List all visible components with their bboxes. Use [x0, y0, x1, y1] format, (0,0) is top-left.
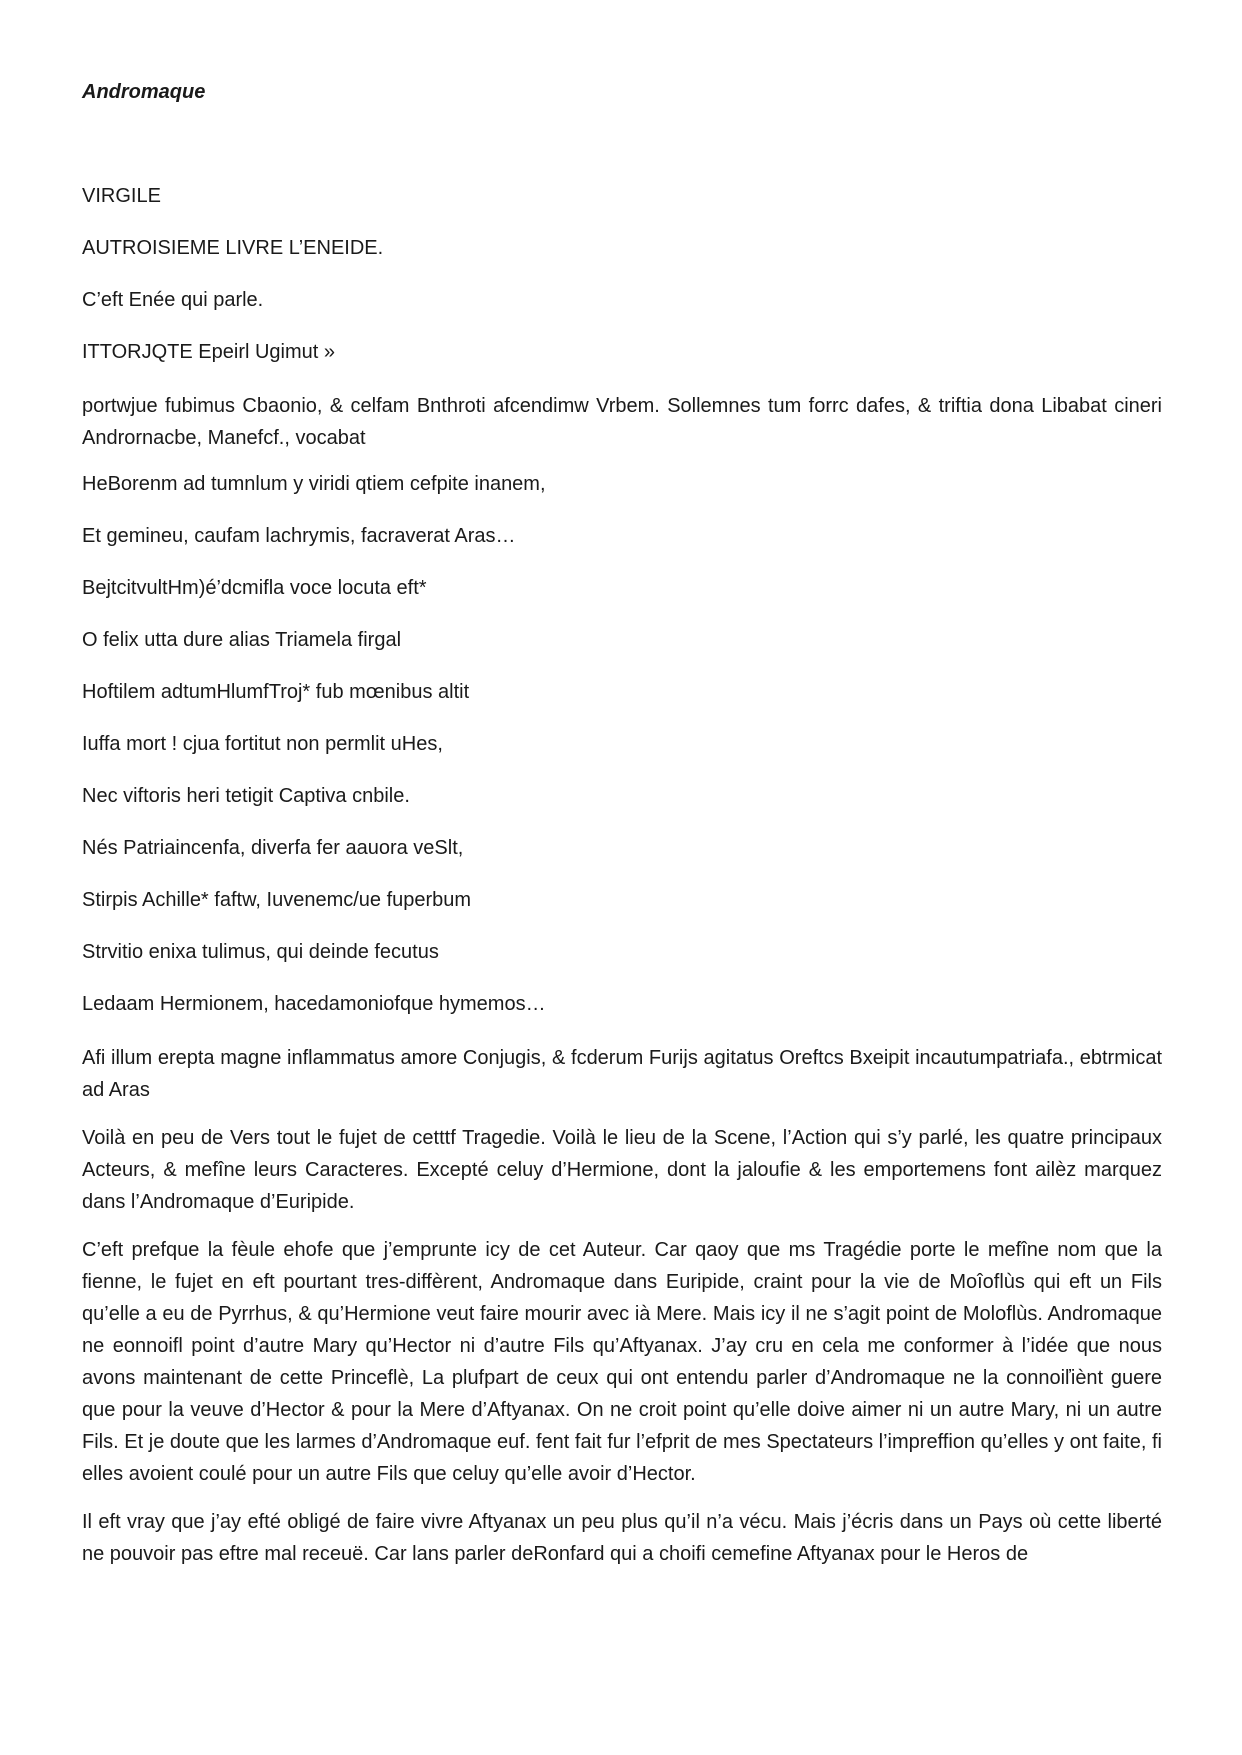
- verse-line: Hoftilem adtumHlumfTroj* fub mœnibus altit: [82, 681, 470, 703]
- verse-line: Nés Patriaincenfa, diverfa fer aauora veSlt,: [82, 837, 464, 859]
- latin-paragraph-2: Afi illum erepta magne inflammatus amore Conjugis, & fcderum Furijs agitatus Oreftcs Bxeipit incautumpatriafa., ebtrmicat ad Aras: [82, 1047, 1162, 1101]
- document-title: Andromaque: [82, 81, 206, 103]
- document-page: [82, 78, 1162, 1586]
- speaker-line: C’eft Enée qui parle.: [82, 289, 264, 311]
- verse-line: BejtcitvultHm)é’dcmifla voce locuta eft*: [82, 577, 427, 599]
- verse-line: Nec viftoris heri tetigit Captiva cnbile.: [82, 785, 410, 807]
- author-line: VIRGILE: [82, 185, 161, 207]
- verse-line: Iuffa mort ! cjua fortitut non permlit uHes,: [82, 733, 443, 755]
- verse-line: Et gemineu, caufam lachrymis, facraverat Aras…: [82, 525, 516, 547]
- verse-line: Ledaam Hermionem, hacedamoniofque hymemos…: [82, 993, 546, 1015]
- preface-paragraph-1: Voilà en peu de Vers tout le fujet de cetttf Tragedie. Voilà le lieu de la Scene, l’Action qui s’y parlé, les quatre principaux Acteurs, & mefîne leurs Caracteres. Excepté celuy d’Hermione, dont la jaloufie & les emportemens font ailèz marquez dans l’Andromaque d’Euripide.: [82, 1127, 1162, 1213]
- latin-heading-line: ITTORJQTE Epeirl Ugimut »: [82, 341, 336, 363]
- verse-line: Stirpis Achille* faftw, Iuvenemc/ue fuperbum: [82, 889, 472, 911]
- book-line: AUTROISIEME LIVRE L’ENEIDE.: [82, 237, 384, 259]
- verse-line: O felix utta dure alias Triamela firgal: [82, 629, 402, 651]
- verse-line: Strvitio enixa tulimus, qui deinde fecutus: [82, 941, 439, 963]
- preface-paragraph-3: Il eft vray que j’ay efté obligé de faire vivre Aftyanax un peu plus qu’il n’a vécu. Mais j’écris dans un Pays où cette liberté ne pouvoir pas eftre mal receuë. Car lans parler deRonfard qui a choifi cemefine Aftyanax pour le Heros de: [82, 1511, 1162, 1565]
- preface-paragraph-2: C’eft prefque la fèule ehofe que j’emprunte icy de cet Auteur. Car qaoy que ms Tragédie porte le mefîne nom que la fienne, le fujet en eft pourtant tres-diffèrent, Andromaque dans Euripide, craint pour la vie de Moîoflùs qui eft un Fils qu’elle a eu de Pyrrhus, & qu’Hermione veut faire mourir avec ià Mere. Mais icy il ne s’agit point de Moloflùs. Andromaque ne eonnoifl point d’autre Mary qu’Hector ni d’autre Fils qu’Aftyanax. J’ay cru en cela me conformer à l’idée que nous avons maintenant de cette Princeflè, La plufpart de ceux qui ont entendu parler d’Andromaque ne la connoiľiènt guere que pour la veuve d’Hector & pour la Mere d’Aftyanax. On ne croit point qu’elle doive aimer ni un autre Mary, ni un autre Fils. Et je doute que les larmes d’Andromaque euf. fent fait fur l’efprit de mes Spectateurs l’impreffion qu’elles y ont faite, fi elles avoient coulé pour un autre Fils que celuy qu’elle avoir d’Hector.: [82, 1239, 1162, 1485]
- latin-paragraph-1: portwjue fubimus Cbaonio, & celfam Bnthroti afcendimw Vrbem. Sollemnes tum forrc dafes, & triftia dona Libabat cineri Andrornacbe, Manefcf., vocabat: [82, 395, 1162, 449]
- verse-line: HeBorenm ad tumnlum y viridi qtiem cefpite inanem,: [82, 473, 546, 495]
